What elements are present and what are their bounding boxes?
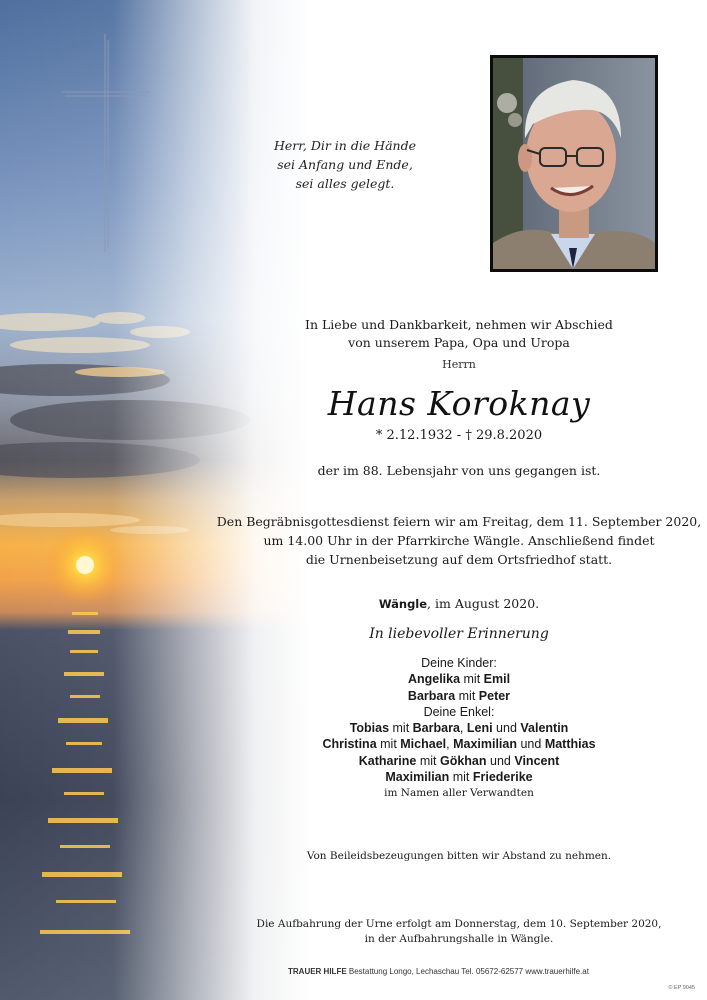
service-line: Den Begräbnisgottesdienst feiern wir am Freitag, dem 11. September 2020, [216,514,702,529]
service-line: um 14.00 Uhr in der Pfarrkirche Wängle. Anschließend findet [263,533,655,548]
funeral-service-text [214,512,704,569]
family-list [214,655,704,802]
condolence-note: Von Beileidsbezeugungen bitten wir Abstand zu nehmen. [306,850,612,862]
child-row: Barbara mit Peter [407,688,511,703]
grandchildren-heading: Deine Enkel: [423,704,495,719]
place-date [214,595,704,613]
relatives-line: im Namen aller Verwandten [384,787,534,800]
farewell-intro [214,316,704,352]
undertaker-footer [288,967,589,976]
grandchild-row: Maximilian mit Friederike [385,770,533,785]
memory-heading: In liebevoller Erinnerung [369,626,549,642]
grandchild-row: Tobias mit Barbara, Leni und Valentin [349,721,569,736]
motto-verse [240,136,450,193]
grandchild-row: Katharine mit Gökhan und Vincent [358,753,560,768]
service-line: die Urnenbeisetzung auf dem Ortsfriedhof statt. [305,552,613,567]
children-heading: Deine Kinder: [421,656,497,670]
portrait-image [493,58,655,269]
portrait-photo [490,55,658,272]
grandchild-row: Christina mit Michael, Maximilian und Matthias [322,737,596,752]
footer-text: Bestattung Longo, Lechaschau Tel. 05672-62577 www.trauerhilfe.at [346,967,589,976]
intro-line: In Liebe und Dankbarkeit, nehmen wir Abschied [305,317,613,332]
cross-icon [62,34,152,252]
wake-line: Die Aufbahrung der Urne erfolgt am Donnerstag, dem 10. September 2020, [256,918,662,930]
wake-notice [214,917,704,947]
footer-brand: TRAUER HILFE [288,967,347,976]
ep-code: © EP 9045 [668,985,695,991]
age-line: der im 88. Lebensjahr von uns gegangen ist. [317,463,601,478]
motto-line: sei alles gelegt. [295,176,395,191]
intro-line: von unserem Papa, Opa und Uropa [348,335,570,350]
child-row: Angelika mit Emil [407,672,511,687]
wake-line: in der Aufbahrungshalle in Wängle. [364,933,554,945]
place-date-text: , im August 2020. [427,596,540,611]
deceased-name: Hans Koroknay [327,384,591,423]
place-town: Wängle [378,597,428,611]
salutation: Herrn [442,358,476,371]
motto-line: Herr, Dir in die Hände [274,138,416,153]
motto-line: sei Anfang und Ende, [277,157,413,172]
life-dates: * 2.12.1932 - † 29.8.2020 [375,428,543,443]
